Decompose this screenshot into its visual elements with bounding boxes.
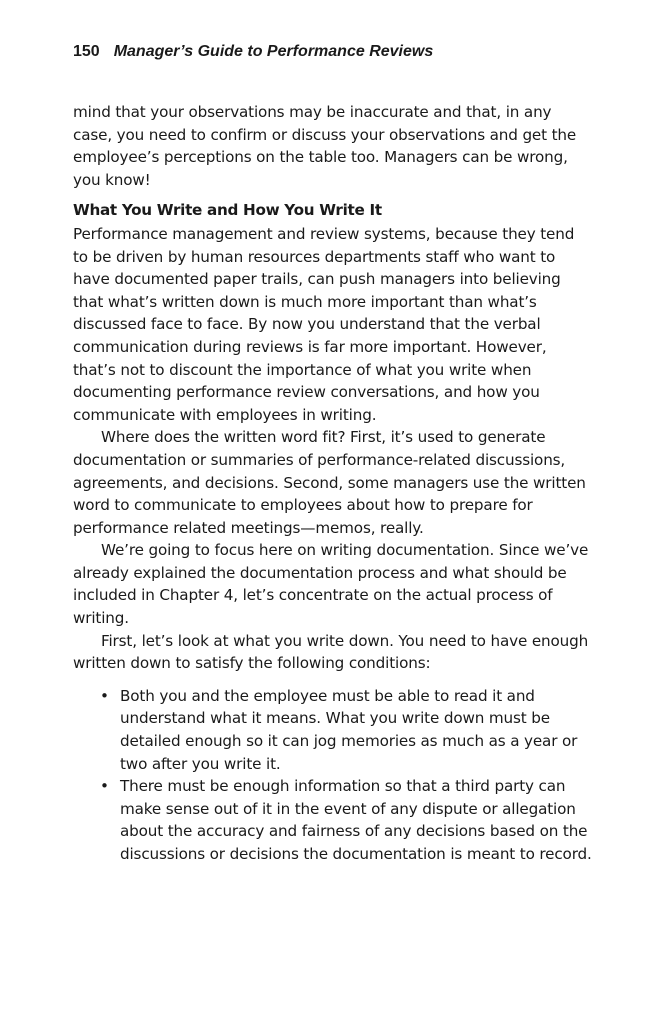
conditions-list	[73, 685, 593, 866]
list-item	[73, 685, 593, 775]
list-item-text: There must be enough information so that a third party can make sense out of it in the event of any dispute or allegation about the accuracy and fairness of any decisions based on the discussions or decisions the documentation is meant to record.	[120, 777, 592, 863]
paragraph-4: First, let’s look at what you write down. You need to have enough written down to satisfy the following conditions:	[73, 631, 589, 673]
bullet-icon: •	[100, 686, 109, 705]
paragraph-3: We’re going to focus here on writing documentation. Since we’ve already explained the documentation process and what should be included in Chapter 4, let’s concentrate on the actual process of writing.	[73, 541, 589, 628]
book-title: Manager’s Guide to Performance Reviews	[113, 43, 434, 60]
body-text	[73, 101, 593, 866]
section-heading: What You Write and How You Write It	[73, 201, 382, 220]
page-number: 150	[73, 43, 100, 60]
list-item-text: Both you and the employee must be able to read it and understand what it means. What you write down must be detailed enough so it can jog memories as much as a year or two after you write it.	[120, 686, 578, 773]
running-header	[73, 40, 593, 64]
list-item	[73, 775, 593, 865]
paragraph-2: Where does the written word fit? First, it’s used to generate documentation or summaries of performance-related discussions, agreements, and decisions. Second, some managers use the written word to communicate to employees about how to prepare for performance related meetings—memos, really.	[73, 428, 586, 537]
paragraph-1: Performance management and review systems, because they tend to be driven by human resources departments staff who want to have documented paper trails, can push managers into believing that what’s written down is much more important than what’s discussed face to face. By now you understand that the verbal communication during reviews is far more important. However, that’s not to discount the importance of what you write when documenting performance review conversations, and how you communicate with employees in writing.	[73, 224, 575, 424]
opening-paragraph: mind that your observations may be inaccurate and that, in any case, you need to confirm or discuss your observations and get the employee’s perceptions on the table too. Managers can be wrong, you know!	[73, 103, 577, 189]
book-page	[73, 40, 593, 866]
bullet-icon: •	[100, 777, 109, 796]
